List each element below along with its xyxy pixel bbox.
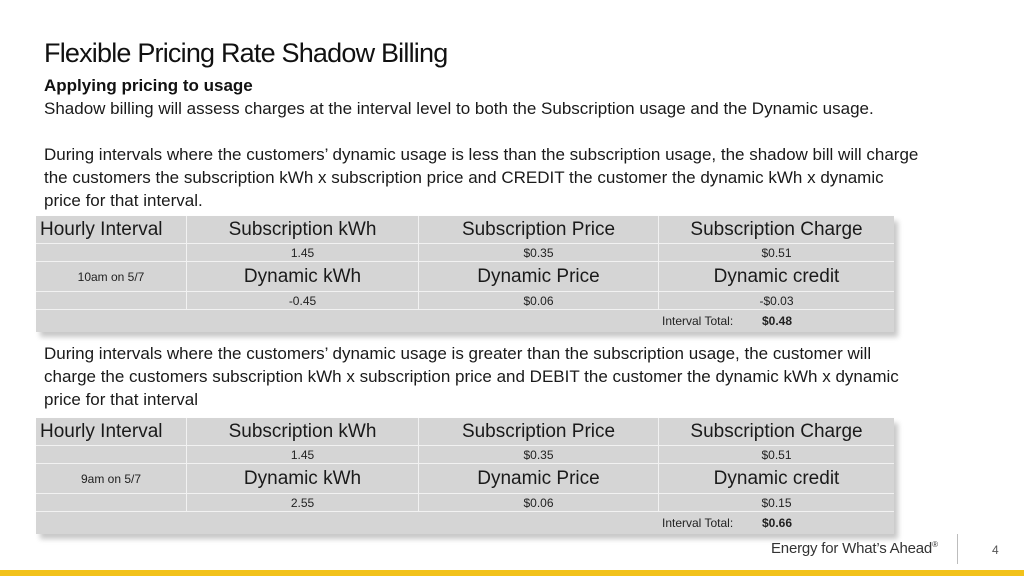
footer-brand-tagline xyxy=(771,540,938,557)
dynamic-credit-value: -$0.03 xyxy=(658,292,894,309)
subscription-kwh-value: 1.45 xyxy=(186,446,418,463)
header-dynamic-credit: Dynamic credit xyxy=(658,262,894,291)
subscription-price-value: $0.35 xyxy=(418,446,658,463)
header-dynamic-credit: Dynamic credit xyxy=(658,464,894,493)
interval-total-label: Interval Total: xyxy=(662,314,734,328)
header-subscription-price: Subscription Price xyxy=(418,418,658,445)
header-subscription-kwh: Subscription kWh xyxy=(186,418,418,445)
interval-total-value: $0.48 xyxy=(762,314,793,328)
interval-label: 9am on 5/7 xyxy=(80,472,142,486)
interval-total-row xyxy=(36,310,894,332)
trademark-symbol: ® xyxy=(932,540,938,549)
header-dynamic-kwh: Dynamic kWh xyxy=(186,464,418,493)
accent-bar xyxy=(0,570,1024,576)
dynamic-kwh-value: -0.45 xyxy=(186,292,418,309)
header-dynamic-price: Dynamic Price xyxy=(418,464,658,493)
dynamic-price-value: $0.06 xyxy=(418,494,658,511)
header-hourly-interval: Hourly Interval xyxy=(40,420,163,442)
subscription-charge-value: $0.51 xyxy=(658,446,894,463)
slide-title: Flexible Pricing Rate Shadow Billing xyxy=(44,38,448,68)
header-subscription-kwh: Subscription kWh xyxy=(186,216,418,243)
dynamic-kwh-value: 2.55 xyxy=(186,494,418,511)
intro-paragraph: Shadow billing will assess charges at the interval level to both the Subscription usage and the Dynamic usage. xyxy=(44,99,874,118)
subscription-kwh-value: 1.45 xyxy=(186,244,418,261)
table-header-row xyxy=(36,216,894,244)
table-header-row xyxy=(36,418,894,446)
subscription-charge-value: $0.51 xyxy=(658,244,894,261)
page-number: 4 xyxy=(992,543,999,557)
subscription-price-value: $0.35 xyxy=(418,244,658,261)
header-dynamic-price: Dynamic Price xyxy=(418,262,658,291)
header-subscription-charge: Subscription Charge xyxy=(658,216,894,243)
header-hourly-interval: Hourly Interval xyxy=(40,218,163,240)
header-subscription-charge: Subscription Charge xyxy=(658,418,894,445)
interval-total-value: $0.66 xyxy=(762,516,793,530)
credit-example-table xyxy=(36,216,894,332)
interval-total-label: Interval Total: xyxy=(662,516,734,530)
dynamic-credit-value: $0.15 xyxy=(658,494,894,511)
dynamic-price-value: $0.06 xyxy=(418,292,658,309)
debit-example-table xyxy=(36,418,894,534)
header-subscription-price: Subscription Price xyxy=(418,216,658,243)
header-dynamic-kwh: Dynamic kWh xyxy=(186,262,418,291)
debit-explanation-paragraph: During intervals where the customers’ dynamic usage is greater than the subscription usage, the customer will charge the customers subscription kWh x subscription price and DEBIT the customer the dynamic kWh x dynamic price for that interval xyxy=(44,344,899,409)
credit-explanation-paragraph: During intervals where the customers’ dynamic usage is less than the subscription usage, the shadow bill will charge the customers the subscription kWh x subscription price and CREDIT the customer the dynamic kWh x dynamic price for that interval. xyxy=(44,145,919,210)
brand-text: Energy for What’s Ahead xyxy=(771,540,933,557)
interval-label: 10am on 5/7 xyxy=(77,270,145,284)
footer-divider xyxy=(957,534,958,564)
interval-total-row xyxy=(36,512,894,534)
slide-subtitle: Applying pricing to usage xyxy=(44,76,253,95)
